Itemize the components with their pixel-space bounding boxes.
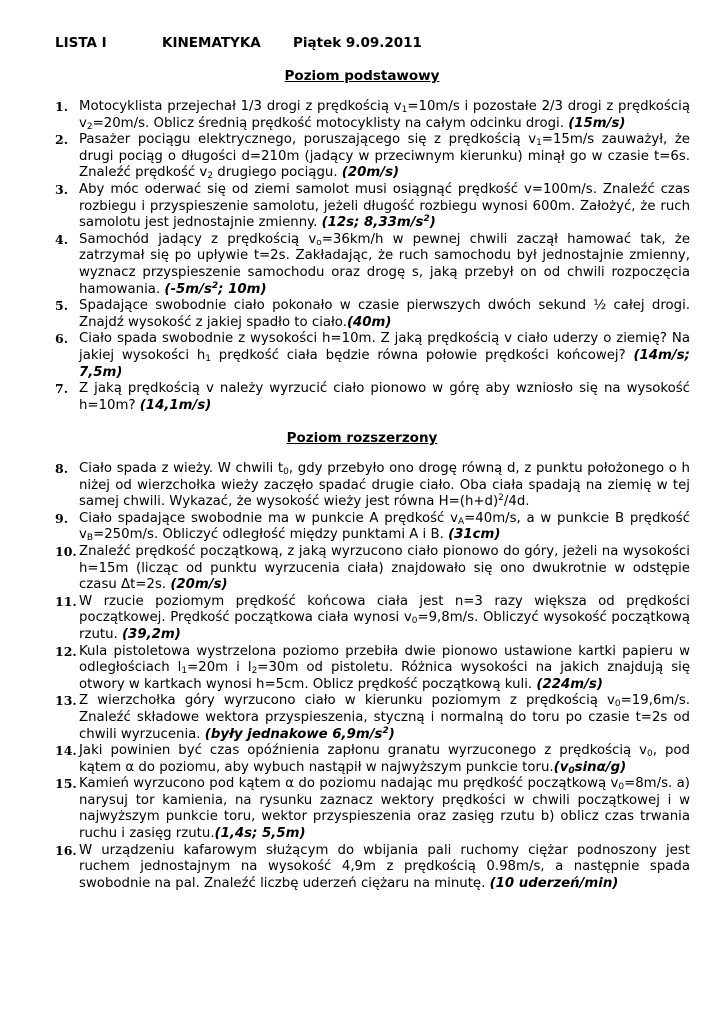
problem-number: 2.	[55, 132, 69, 148]
problem-number: 10.	[55, 543, 77, 559]
problem-2: 2. Pasażer pociągu elektrycznego, poruszającego się z prędkością $v_1=15m/s$ zauważył, że drugi pociąg o długości d=210m (jadący w przeciwnym kierunku) minął go w czasie t=6s. Znaleźć prędkość $v_2$ drugiego pociągu. (20m/s)	[55, 132, 690, 182]
problem-number: 7.	[55, 381, 69, 397]
problem-number: 16.	[55, 842, 77, 858]
problem-answer: (20m/s)	[341, 165, 400, 181]
problem-answer: (14m/s; 7,5m)	[79, 347, 690, 380]
date-label: Piątek 9.09.2011	[293, 35, 422, 51]
problem-number: 13.	[55, 693, 77, 709]
problem-12: 12. Kula pistoletowa wystrzelona poziomo przebiła dwie pionowo ustawione kartki papieru w odległościach $l_1=20m$ i $l_2=30m$ od pistoletu. Różnica wysokości na jakich znajdują się otwory w kartkach wynosi h=5cm. Oblicz prędkość początkową kuli. (224m/s)	[55, 643, 691, 692]
problem-number: 4.	[55, 231, 69, 247]
problem-3: 3. Aby móc oderwać się od ziemi samolot musi osiągnąć prędkość v=100m/s. Znaleźć czas rozbiegu i przyspieszenie samolotu, jeżeli długość rozbiegu wynosi 600m. Założyć, że ruch samolotu jest jednostajnie zmienny. (12s; $8,33m/s^2$)	[55, 181, 690, 231]
document-header	[55, 35, 422, 51]
problem-number: 6.	[55, 331, 69, 347]
problem-5: 5. Spadające swobodnie ciało pokonało w czasie pierwszych dwóch sekund ½ całej drogi. Znajdź wysokość z jakiej spadło to ciało.(40m)	[55, 298, 690, 330]
problem-answer: (20m/s)	[170, 577, 228, 593]
problem-list-advanced	[55, 461, 690, 892]
problem-answer: (224m/s)	[536, 676, 603, 692]
problem-13: 13. Z wierzchołka góry wyrzucono ciało w kierunku poziomym z prędkością $v_0=19,6m/s$. Znaleźć składowe wektora przyspieszenia, styczną i normalną do toru po czasie t=2s od chwili wyrzucenia. (były jednakowe $6,9m/s^2$)	[55, 693, 690, 742]
section-title-basic: Poziom podstawowy	[284, 68, 440, 84]
problem-15: 15. Kamień wyrzucono pod kątem α do poziomu nadając mu prędkość początkową $v_0=8m/s$. a) narysuj tor kamienia, na rysunku zaznacz wektory prędkości w chwili początkowej i w najwyższym punkcie toru, wektor przyspieszenia oraz zasięg rzutu b) oblicz czas trwania ruchu i zasięg rzutu.(1,4s; 5,5m)	[55, 776, 690, 842]
problem-answer: (10 uderzeń/min)	[489, 875, 619, 891]
problem-number: 15.	[55, 776, 77, 792]
problem-7: 7. Z jaką prędkością v należy wyrzucić ciało pionowo w górę aby wzniosło się na wysokość h=10m? (14,1m/s)	[55, 381, 690, 413]
list-label: LISTA I	[55, 35, 107, 51]
problem-10: 10. Znaleźć prędkość początkową, z jaką wyrzucono ciało pionowo do góry, jeżeli na wysokości h=15m (licząc od punktu wyrzucenia ciała) znajdowało się ono dwukrotnie w odstępie czasu Δt=2s. (20m/s)	[55, 543, 690, 593]
section-title-advanced: Poziom rozszerzony	[286, 430, 438, 446]
problem-answer: (1,4s; 5,5m)	[214, 826, 306, 842]
problem-number: 9.	[55, 510, 69, 526]
problem-14: 14. Jaki powinien być czas opóźnienia zapłonu granatu wyrzuconego z prędkością $v_0$, pod kątem α do poziomu, aby wybuch nastąpił w najwyższym punkcie $toru.(v_0\sin\alpha/g)$	[55, 743, 690, 776]
problem-number: 11.	[55, 593, 77, 609]
problem-number: 12.	[55, 643, 77, 659]
problem-answer: (14,1m/s)	[139, 397, 212, 413]
problem-8: 8. Ciało spada z wieży. W chwili $t_0$, gdy przebyło ono drogę równą d, z punktu położonego o h niżej od wierzchołka wieży zaczęło spadać drugie ciało. Oba ciała spadają na ziemię w tej samej chwili. Wykazać, że wysokość wieży jest równa $H=(h+d)^2/4d$.	[55, 461, 690, 510]
subject-label: KINEMATYKA	[162, 35, 261, 51]
problem-answer: (15m/s)	[568, 115, 626, 131]
problem-answer: (40m)	[346, 314, 392, 330]
problem-answer: (12s; $8,33m/s^2$)	[321, 214, 436, 231]
problem-1: 1. Motocyklista przejechał 1/3 drogi z prędkością $v_1=10m/s$ i pozostałe 2/3 drogi z prędkością $v_2=20m/s$. Oblicz średnią prędkość motocyklisty na całym odcinku drogi. (15m/s)	[55, 99, 691, 132]
problem-9: 9. Ciało spadające swobodnie ma w punkcie A prędkość $v_A=40m/s$, a w punkcie B prędkość $v_B=250m/s$. Obliczyć odległość między punktami A i B. (31cm)	[55, 510, 690, 544]
problem-4: 4. Samochód jadący z prędkością $v_o=36km/h$ w pewnej chwili zaczął hamować tak, że zatrzymał się po upływie t=2s. Zakładając, że ruch samochodu był jednostajnie zmienny, wyznacz przyspieszenie samochodu oraz drogę s, jaką przebył on od chwili rozpoczęcia hamowania. ($-5m/s^2$; 10m)	[55, 231, 690, 297]
problem-number: 1.	[55, 99, 69, 114]
problem-answer: (były jednakowe $6,9m/s^2$)	[204, 725, 395, 742]
problem-number: 3.	[55, 181, 69, 197]
problem-number: 5.	[55, 298, 69, 314]
problem-number: 14.	[55, 743, 77, 759]
problem-6: 6. Ciało spada swobodnie z wysokości h=10m. Z jaką prędkością v ciało uderzy o ziemię? Na jakiej wysokości $h_1$ prędkość ciała będzie równa połowie prędkości końcowej? (14m/s; 7,5m)	[55, 331, 690, 380]
problem-answer: (39,2m)	[121, 626, 181, 642]
problem-number: 8.	[55, 461, 69, 476]
problem-11: 11. W rzucie poziomym prędkość końcowa ciała jest n=3 razy większa od prędkości początkowej. Prędkość początkowa ciała wynosi $v_0=9,8m/s$. Obliczyć wysokość początkową rzutu. (39,2m)	[55, 593, 690, 642]
problem-answer: $(v_0\sin\alpha/g)$	[553, 759, 627, 776]
problem-16: 16. W urządzeniu kafarowym służącym do wbijania pali ruchomy ciężar podnoszony jest ruchem jednostajnym na wysokość 4,9m z prędkością 0.98m/s, a następnie spada swobodnie na pal. Znaleźć liczbę uderzeń ciężaru na minutę. (10 uderzeń/min)	[55, 842, 690, 891]
problem-answer: (31cm)	[448, 527, 501, 543]
problem-list-basic	[55, 99, 690, 414]
problem-answer: ($-5m/s^2$; 10m)	[164, 280, 267, 297]
